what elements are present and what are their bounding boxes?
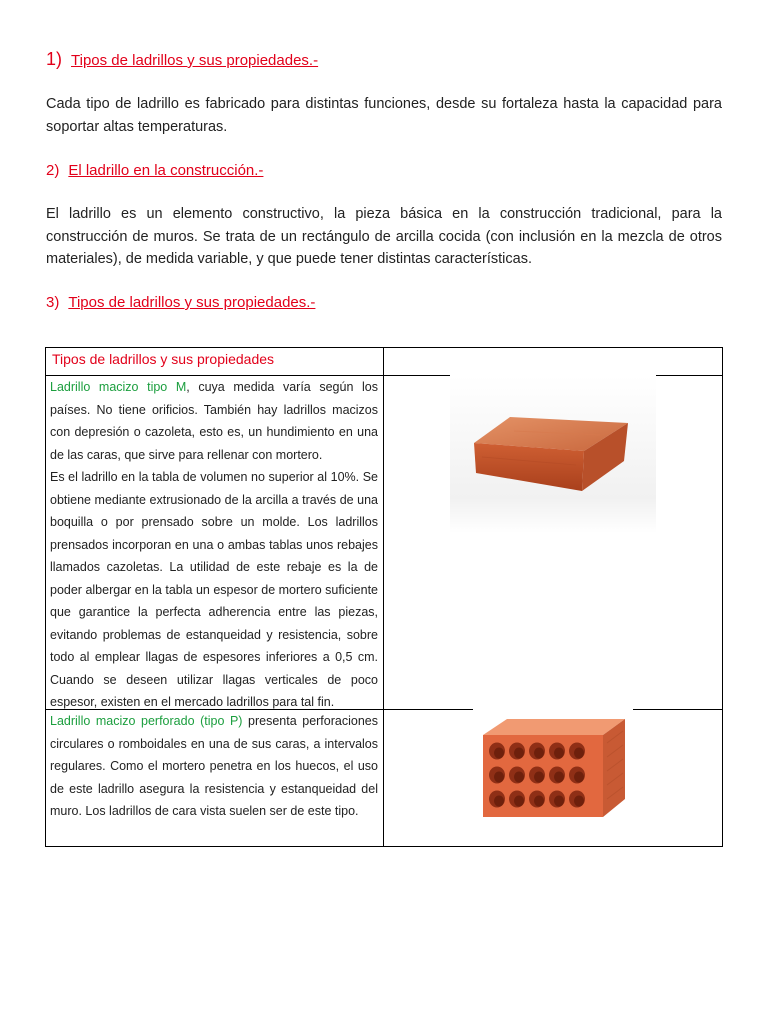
solid-brick-description: , cuya medida varía según los países. No tiene orificios. También hay ladrillos macizos con depresión o cazoleta, esto es, un hundimiento en una de las caras, que sirve para rellenar con mortero. xyxy=(50,380,378,462)
solid-brick-details: Es el ladrillo en la tabla de volumen no superior al 10%. Se obtiene mediante extrusionado de la arcilla a través de una boquilla o por prensado sobre un molde. Los ladrillos prensados incorporan en una o ambas tablas unos rebajes llamados cazoletas. La utilidad de este rebaje es la de poder albergar en la tabla un espesor de mortero suficiente que garantice la perfecta adherencia entre las piezas, evitando problemas de estanqueidad y resistencia, sobre todo al emplear llagas de espesores inferiores a 0,5 cm. Cuando se deseen utilizar llagas verticales de poco espesor, existen en el mercado ladrillos para tal fin. xyxy=(50,470,378,709)
table-header: Tipos de ladrillos y sus propiedades xyxy=(52,351,275,367)
section-1-paragraph: Cada tipo de ladrillo es fabricado para distintas funciones, desde su fortaleza hasta la capacidad para soportar altas temperaturas. xyxy=(46,96,722,135)
table-row-perforated-brick xyxy=(50,710,378,823)
perforated-brick-image xyxy=(475,713,631,829)
section-2-title: El ladrillo en la construcción.- xyxy=(68,162,264,179)
section-3-number: 3) xyxy=(46,294,60,311)
brick-types-table xyxy=(45,347,723,847)
section-1-number: 1) xyxy=(46,49,63,69)
section-1-heading xyxy=(46,49,318,70)
section-2-paragraph: El ladrillo es un elemento constructivo, la pieza básica en la construcción tradicional, para la construcción de muros. Se trata de un rectángulo de arcilla cocida (con inclusión en la mezcla de otros materiales), de medida variable, y que puede tener distintas características. xyxy=(46,206,722,267)
solid-brick-name: Ladrillo macizo tipo M xyxy=(50,380,187,394)
table-border-top xyxy=(45,347,723,348)
table-column-divider xyxy=(383,347,384,847)
section-2-heading xyxy=(46,162,263,179)
section-3-title: Tipos de ladrillos y sus propiedades.- xyxy=(68,294,316,311)
table-row-divider-right xyxy=(633,709,723,710)
table-border-left xyxy=(45,347,46,847)
section-3-heading xyxy=(46,294,315,311)
section-2-number: 2) xyxy=(46,162,60,179)
table-border-bottom xyxy=(45,846,723,847)
table-border-right xyxy=(722,347,723,847)
perforated-brick-description: presenta perforaciones circulares o romboidales en una de sus caras, a intervalos regulares. Como el mortero penetra en los huecos, el uso de este ladrillo asegura la resistencia y estanqueidad del muro. Los ladrillos de cara vista suelen ser de este tipo. xyxy=(50,714,378,818)
table-row-solid-brick xyxy=(50,376,378,714)
solid-brick-image xyxy=(450,375,656,533)
perforated-brick-name: Ladrillo macizo perforado (tipo P) xyxy=(50,714,243,728)
section-1-title: Tipos de ladrillos y sus propiedades.- xyxy=(71,52,319,69)
